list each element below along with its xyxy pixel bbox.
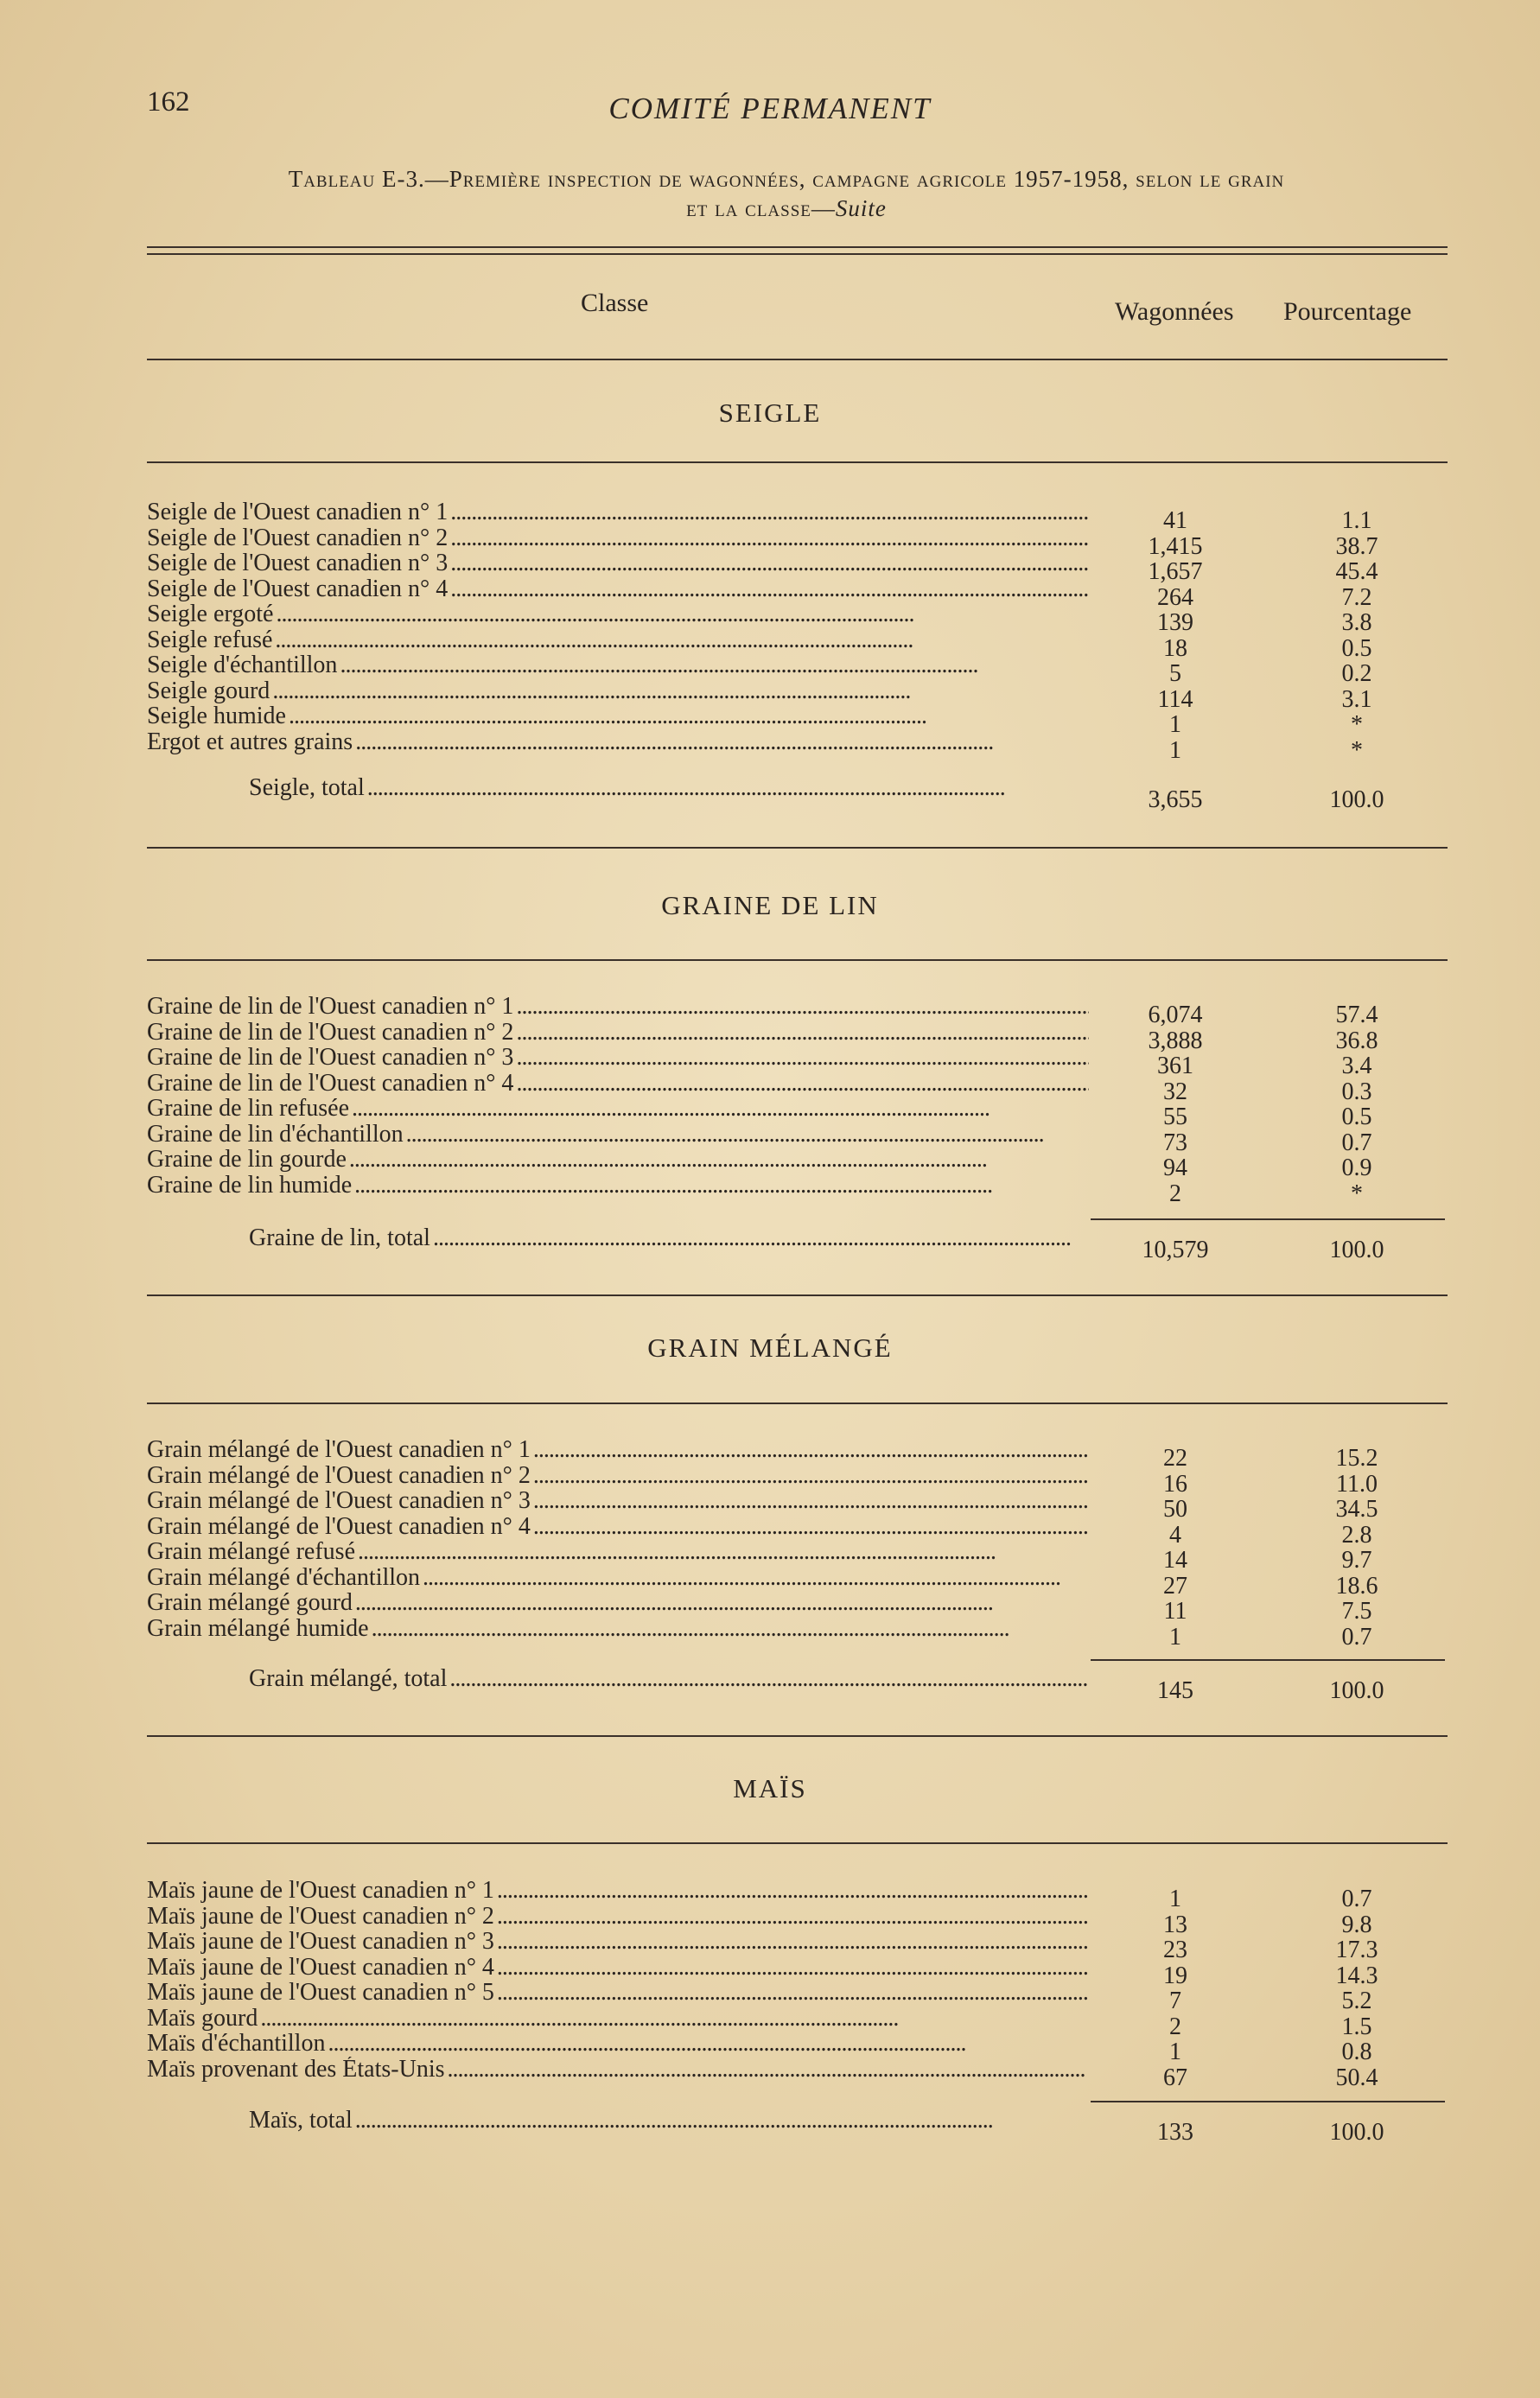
row-wagonnees: 1,415 bbox=[1148, 532, 1203, 560]
column-header-classe: Classe bbox=[581, 289, 649, 317]
section-title-rule bbox=[147, 461, 1448, 463]
row-wagonnees: 11 bbox=[1163, 1598, 1187, 1625]
table-row bbox=[147, 1903, 1443, 1938]
total-rule bbox=[1091, 1659, 1445, 1661]
row-label: Grain mélangé d'échantillon . . . bbox=[147, 1565, 1089, 1590]
page-number: 162 bbox=[147, 86, 190, 118]
section-title-rule bbox=[147, 1403, 1448, 1404]
column-header-wagonnees: Wagonnées bbox=[1115, 297, 1234, 326]
row-wagonnees: 94 bbox=[1163, 1154, 1187, 1181]
row-label: Graine de lin de l'Ouest canadien n° 1 . . . bbox=[147, 994, 1089, 1019]
header-double-rule-top bbox=[147, 246, 1448, 248]
row-wagonnees: 50 bbox=[1163, 1496, 1187, 1523]
row-pourcentage: 0.5 bbox=[1341, 634, 1372, 662]
total-row bbox=[147, 775, 1443, 813]
row-label: Grain mélangé de l'Ouest canadien n° 3 . . . bbox=[147, 1488, 1089, 1513]
row-label: Graine de lin gourde . . . bbox=[147, 1147, 1089, 1172]
row-pourcentage: 0.3 bbox=[1341, 1078, 1372, 1105]
row-wagonnees: 67 bbox=[1163, 2064, 1187, 2091]
row-label: Grain mélangé de l'Ouest canadien n° 4 . . . bbox=[147, 1514, 1089, 1539]
total-pourcentage: 100.0 bbox=[1329, 1677, 1384, 1704]
row-label: Ergot et autres grains . . . bbox=[147, 729, 1089, 754]
table-row bbox=[147, 550, 1443, 585]
row-label: Graine de lin de l'Ouest canadien n° 4 . . . bbox=[147, 1071, 1089, 1096]
table-title bbox=[138, 164, 1435, 223]
row-wagonnees: 55 bbox=[1163, 1104, 1187, 1130]
section-end-rule bbox=[147, 1735, 1448, 1737]
row-label: Graine de lin humide . . . bbox=[147, 1173, 1089, 1198]
row-wagonnees: 1 bbox=[1169, 1623, 1181, 1651]
row-label: Seigle ergoté . . . bbox=[147, 601, 1089, 627]
row-wagonnees: 2 bbox=[1169, 2013, 1181, 2040]
section-title: GRAINE DE LIN bbox=[661, 890, 879, 920]
row-label: Maïs provenant des États-Unis . . . bbox=[147, 2057, 1089, 2082]
table-row bbox=[147, 601, 1443, 636]
table-row bbox=[147, 2031, 1443, 2065]
table-row bbox=[147, 728, 1443, 764]
row-wagonnees: 6,074 bbox=[1148, 1002, 1203, 1028]
row-label: Maïs jaune de l'Ouest canadien n° 4 . . . bbox=[147, 1955, 1089, 1980]
total-wagonnees: 133 bbox=[1157, 2119, 1193, 2146]
table-row bbox=[147, 576, 1443, 611]
table-row bbox=[147, 525, 1443, 560]
section-title-rule bbox=[147, 1842, 1448, 1844]
total-pourcentage: 100.0 bbox=[1329, 786, 1384, 813]
section-end-rule bbox=[147, 847, 1448, 849]
table-row bbox=[147, 1121, 1443, 1156]
row-pourcentage: * bbox=[1351, 736, 1363, 764]
row-wagonnees: 1 bbox=[1169, 2039, 1181, 2065]
row-wagonnees: 23 bbox=[1163, 1937, 1187, 1963]
row-label: Graine de lin de l'Ouest canadien n° 3 . . . bbox=[147, 1045, 1089, 1070]
row-pourcentage: 3.1 bbox=[1341, 685, 1372, 713]
total-wagonnees: 3,655 bbox=[1148, 786, 1203, 813]
row-wagonnees: 3,888 bbox=[1148, 1027, 1203, 1054]
total-wagonnees: 145 bbox=[1157, 1677, 1193, 1704]
row-pourcentage: 3.8 bbox=[1341, 609, 1372, 636]
table-row bbox=[147, 1488, 1443, 1523]
row-pourcentage: 0.7 bbox=[1341, 1129, 1372, 1156]
table-row bbox=[147, 1929, 1443, 1963]
table-row bbox=[147, 1462, 1443, 1498]
row-pourcentage: * bbox=[1351, 1180, 1363, 1207]
table-row bbox=[147, 1019, 1443, 1054]
total-row bbox=[147, 2108, 1443, 2146]
section-end-rule bbox=[147, 1294, 1448, 1296]
row-wagonnees: 114 bbox=[1157, 685, 1193, 713]
row-label: Seigle de l'Ouest canadien n° 2 . . . bbox=[147, 525, 1089, 550]
row-label: Seigle de l'Ouest canadien n° 4 . . . bbox=[147, 576, 1089, 601]
row-label: Grain mélangé humide . . . bbox=[147, 1616, 1089, 1641]
row-label: Seigle refusé . . . bbox=[147, 627, 1089, 652]
table-row bbox=[147, 1564, 1443, 1600]
table-row bbox=[147, 994, 1443, 1028]
total-label: Grain mélangé, total . . . bbox=[249, 1666, 1087, 1691]
table-row bbox=[147, 1172, 1443, 1207]
row-label: Grain mélangé gourd . . . bbox=[147, 1590, 1089, 1615]
total-row bbox=[147, 1225, 1443, 1263]
running-head: COMITÉ PERMANENT bbox=[608, 92, 932, 125]
row-pourcentage: 9.8 bbox=[1341, 1911, 1372, 1938]
row-pourcentage: 15.2 bbox=[1335, 1445, 1378, 1472]
table-row bbox=[147, 1590, 1443, 1625]
row-pourcentage: 0.5 bbox=[1341, 1104, 1372, 1130]
row-pourcentage: 0.7 bbox=[1341, 1623, 1372, 1651]
section-title-rule bbox=[147, 959, 1448, 961]
row-label: Graine de lin d'échantillon . . . bbox=[147, 1122, 1089, 1147]
row-label: Grain mélangé de l'Ouest canadien n° 2 . . . bbox=[147, 1463, 1089, 1488]
row-label: Seigle de l'Ouest canadien n° 1 . . . bbox=[147, 499, 1089, 525]
total-wagonnees: 10,579 bbox=[1142, 1237, 1209, 1263]
row-pourcentage: 14.3 bbox=[1335, 1962, 1378, 1989]
row-label: Graine de lin refusée . . . bbox=[147, 1096, 1089, 1121]
row-label: Maïs jaune de l'Ouest canadien n° 3 . . . bbox=[147, 1929, 1089, 1954]
row-pourcentage: 18.6 bbox=[1335, 1572, 1378, 1600]
row-label: Seigle humide . . . bbox=[147, 703, 1089, 728]
row-wagonnees: 13 bbox=[1163, 1911, 1187, 1938]
row-wagonnees: 16 bbox=[1163, 1470, 1187, 1498]
table-row bbox=[147, 677, 1443, 713]
header-double-rule-bottom bbox=[147, 253, 1448, 255]
table-row bbox=[147, 703, 1443, 738]
row-wagonnees: 4 bbox=[1169, 1521, 1181, 1549]
row-wagonnees: 22 bbox=[1163, 1445, 1187, 1472]
section-title: MAÏS bbox=[733, 1773, 807, 1803]
table-row bbox=[147, 2056, 1443, 2091]
row-pourcentage: 5.2 bbox=[1341, 1988, 1372, 2014]
row-pourcentage: 3.4 bbox=[1341, 1053, 1372, 1079]
row-wagonnees: 361 bbox=[1157, 1053, 1193, 1079]
table-row bbox=[147, 1096, 1443, 1130]
table-row bbox=[147, 1437, 1443, 1472]
row-wagonnees: 1 bbox=[1169, 711, 1181, 738]
row-pourcentage: 45.4 bbox=[1335, 558, 1378, 585]
row-label: Seigle d'échantillon . . . bbox=[147, 652, 1089, 677]
row-label: Maïs gourd . . . bbox=[147, 2006, 1089, 2031]
row-label: Graine de lin de l'Ouest canadien n° 2 . . . bbox=[147, 1020, 1089, 1045]
row-pourcentage: 0.9 bbox=[1341, 1154, 1372, 1181]
row-wagonnees: 27 bbox=[1163, 1572, 1187, 1600]
row-wagonnees: 5 bbox=[1169, 660, 1181, 687]
table-row bbox=[147, 1615, 1443, 1651]
total-pourcentage: 100.0 bbox=[1329, 2119, 1384, 2146]
total-label: Maïs, total . . . bbox=[249, 2108, 1087, 2133]
table-row bbox=[147, 1513, 1443, 1549]
row-pourcentage: 7.5 bbox=[1341, 1598, 1372, 1625]
total-label: Graine de lin, total . . . bbox=[249, 1225, 1087, 1250]
table-title-line2-prefix: et la classe— bbox=[686, 195, 836, 221]
row-pourcentage: 50.4 bbox=[1335, 2064, 1378, 2091]
row-wagonnees: 1,657 bbox=[1148, 558, 1203, 585]
row-wagonnees: 2 bbox=[1169, 1180, 1181, 1207]
row-wagonnees: 1 bbox=[1169, 736, 1181, 764]
row-label: Seigle gourd . . . bbox=[147, 678, 1089, 703]
row-pourcentage: 1.5 bbox=[1341, 2013, 1372, 2040]
row-label: Grain mélangé refusé . . . bbox=[147, 1539, 1089, 1564]
table-title-line1: Tableau E-3.—Première inspection de wagonnées, campagne agricole 1957-1958, selon le grain bbox=[288, 166, 1285, 192]
table-row bbox=[147, 1045, 1443, 1079]
row-label: Grain mélangé de l'Ouest canadien n° 1 . . . bbox=[147, 1437, 1089, 1462]
row-label: Maïs jaune de l'Ouest canadien n° 5 . . . bbox=[147, 1980, 1089, 2005]
column-header-pourcentage: Pourcentage bbox=[1283, 297, 1412, 326]
table-row bbox=[147, 1147, 1443, 1181]
section-title: GRAIN MÉLANGÉ bbox=[647, 1333, 893, 1363]
row-pourcentage: 0.8 bbox=[1341, 2039, 1372, 2065]
table-row bbox=[147, 1878, 1443, 1912]
row-pourcentage: 34.5 bbox=[1335, 1496, 1378, 1523]
row-pourcentage: 57.4 bbox=[1335, 1002, 1378, 1028]
row-wagonnees: 19 bbox=[1163, 1962, 1187, 1989]
section-title: SEIGLE bbox=[718, 398, 822, 428]
row-label: Maïs jaune de l'Ouest canadien n° 2 . . . bbox=[147, 1904, 1089, 1929]
row-wagonnees: 41 bbox=[1163, 507, 1187, 534]
row-label: Seigle de l'Ouest canadien n° 3 . . . bbox=[147, 550, 1089, 576]
table-row bbox=[147, 1980, 1443, 2014]
row-pourcentage: 2.8 bbox=[1341, 1521, 1372, 1549]
table-row bbox=[147, 652, 1443, 687]
total-pourcentage: 100.0 bbox=[1329, 1237, 1384, 1263]
row-wagonnees: 1 bbox=[1169, 1886, 1181, 1912]
row-wagonnees: 7 bbox=[1169, 1988, 1181, 2014]
row-pourcentage: 36.8 bbox=[1335, 1027, 1378, 1054]
row-pourcentage: 0.7 bbox=[1341, 1886, 1372, 1912]
table-row bbox=[147, 499, 1443, 534]
table-row bbox=[147, 1954, 1443, 1989]
header-rule bbox=[147, 359, 1448, 360]
table-row bbox=[147, 1070, 1443, 1105]
row-label: Maïs d'échantillon . . . bbox=[147, 2031, 1089, 2056]
row-pourcentage: 7.2 bbox=[1341, 583, 1372, 611]
table-row bbox=[147, 627, 1443, 662]
table-title-line2 bbox=[138, 194, 1435, 223]
row-pourcentage: 1.1 bbox=[1341, 507, 1372, 534]
table-row bbox=[147, 1539, 1443, 1574]
row-pourcentage: 17.3 bbox=[1335, 1937, 1378, 1963]
row-wagonnees: 18 bbox=[1163, 634, 1187, 662]
total-rule bbox=[1091, 1218, 1445, 1220]
row-pourcentage: 9.7 bbox=[1341, 1547, 1372, 1574]
total-row bbox=[147, 1666, 1443, 1704]
row-wagonnees: 14 bbox=[1163, 1547, 1187, 1574]
total-rule bbox=[1091, 2101, 1445, 2102]
row-wagonnees: 32 bbox=[1163, 1078, 1187, 1105]
row-pourcentage: 0.2 bbox=[1341, 660, 1372, 687]
row-pourcentage: * bbox=[1351, 711, 1363, 738]
row-pourcentage: 38.7 bbox=[1335, 532, 1378, 560]
row-wagonnees: 139 bbox=[1157, 609, 1193, 636]
row-label: Maïs jaune de l'Ouest canadien n° 1 . . . bbox=[147, 1878, 1089, 1903]
row-wagonnees: 264 bbox=[1157, 583, 1193, 611]
total-label: Seigle, total . . . bbox=[249, 775, 1087, 800]
table-title-suite: Suite bbox=[835, 195, 887, 221]
row-wagonnees: 73 bbox=[1163, 1129, 1187, 1156]
row-pourcentage: 11.0 bbox=[1336, 1470, 1378, 1498]
table-row bbox=[147, 2005, 1443, 2040]
